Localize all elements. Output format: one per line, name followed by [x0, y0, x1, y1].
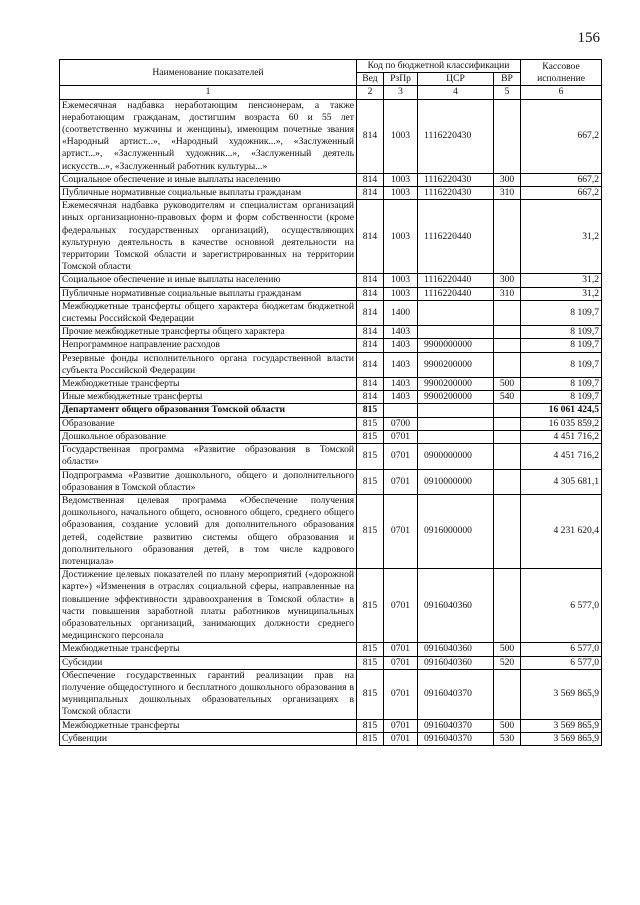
row-rzpr: 0701 [384, 444, 418, 469]
row-amount: 667,2 [521, 99, 602, 173]
table-row [60, 99, 602, 173]
row-name: Образование [60, 417, 357, 430]
row-name: Государственная программа «Развитие образования в Томской области» [60, 444, 357, 469]
row-vr [494, 444, 521, 469]
row-ved: 815 [357, 494, 384, 568]
row-name: Социальное обеспечение и иные выплаты населению [60, 173, 357, 186]
row-csr: 1116220440 [418, 200, 494, 274]
table-row [60, 643, 602, 656]
row-csr: 0916000000 [418, 494, 494, 568]
row-ved: 814 [357, 287, 384, 300]
row-amount: 6 577,0 [521, 643, 602, 656]
row-amount: 8 109,7 [521, 326, 602, 339]
row-name: Подпрограмма «Развитие дошкольного, общего и дополнительного образования в Томской области» [60, 469, 357, 494]
row-amount: 31,2 [521, 200, 602, 274]
table-row [60, 300, 602, 325]
row-rzpr: 0701 [384, 732, 418, 745]
row-name: Публичные нормативные социальные выплаты гражданам [60, 287, 357, 300]
table-row [60, 352, 602, 377]
row-amount: 4 231 620,4 [521, 494, 602, 568]
row-name: Ежемесячная надбавка неработающим пенсионерам, а также неработающим гражданам, достигшим возраста 60 и 55 лет (соответственно мужчины и женщины), имеющим почетные звания «Народный артист...», «Народный художник...», «Заслуженный артист...», «Заслуженный художник...», «Заслуженный деятель искусств...», «Заслуженный работник культуры...» [60, 99, 357, 173]
row-ved: 814 [357, 391, 384, 404]
row-ved: 815 [357, 569, 384, 643]
row-name: Непрограммное направление расходов [60, 339, 357, 352]
row-amount: 8 109,7 [521, 391, 602, 404]
row-ved: 814 [357, 173, 384, 186]
table-row [60, 732, 602, 745]
header-name: Наименование показателей [60, 60, 357, 86]
row-ved: 815 [357, 669, 384, 719]
row-vr [494, 200, 521, 274]
row-ved: 815 [357, 417, 384, 430]
header-code-group: Код по бюджетной классификации [357, 60, 521, 73]
row-rzpr: 1403 [384, 339, 418, 352]
row-ved: 815 [357, 430, 384, 443]
row-ved: 814 [357, 378, 384, 391]
row-ved: 814 [357, 352, 384, 377]
row-vr [494, 469, 521, 494]
row-name: Межбюджетные трансферты [60, 719, 357, 732]
table-row [60, 173, 602, 186]
row-vr [494, 300, 521, 325]
row-name: Публичные нормативные социальные выплаты гражданам [60, 187, 357, 200]
row-vr [494, 417, 521, 430]
header-vr: ВР [494, 73, 521, 86]
table-row [60, 391, 602, 404]
row-vr: 310 [494, 287, 521, 300]
row-amount: 667,2 [521, 187, 602, 200]
table-row [60, 417, 602, 430]
row-name: Межбюджетные трансферты [60, 378, 357, 391]
table-row [60, 287, 602, 300]
row-amount: 8 109,7 [521, 352, 602, 377]
row-ved: 814 [357, 99, 384, 173]
row-ved: 814 [357, 187, 384, 200]
row-vr: 500 [494, 378, 521, 391]
table-row [60, 404, 602, 417]
row-amount: 16 035 859,2 [521, 417, 602, 430]
row-vr: 540 [494, 391, 521, 404]
table-row [60, 444, 602, 469]
row-amount: 3 569 865,9 [521, 719, 602, 732]
row-name: Межбюджетные трансферты [60, 643, 357, 656]
row-vr: 300 [494, 274, 521, 287]
header-index-row [60, 86, 602, 99]
budget-execution-table [59, 59, 602, 746]
row-csr [418, 404, 494, 417]
row-ved: 815 [357, 719, 384, 732]
row-name: Резервные фонды исполнительного органа государственной власти субъекта Российской Федерации [60, 352, 357, 377]
row-vr: 300 [494, 173, 521, 186]
table-row [60, 200, 602, 274]
index-cell: 5 [494, 86, 521, 99]
row-rzpr: 0701 [384, 569, 418, 643]
row-ved: 815 [357, 643, 384, 656]
row-name: Иные межбюджетные трансферты [60, 391, 357, 404]
row-rzpr: 0701 [384, 656, 418, 669]
row-csr: 0916040370 [418, 669, 494, 719]
row-name: Субвенции [60, 732, 357, 745]
row-csr: 9900200000 [418, 352, 494, 377]
row-csr: 9900200000 [418, 391, 494, 404]
row-rzpr: 0701 [384, 643, 418, 656]
header-row-top [60, 60, 602, 73]
row-rzpr: 1003 [384, 99, 418, 173]
table-row [60, 326, 602, 339]
row-csr [418, 326, 494, 339]
row-name: Департамент общего образования Томской области [60, 404, 357, 417]
row-rzpr: 0701 [384, 669, 418, 719]
row-csr: 9900200000 [418, 378, 494, 391]
index-cell: 2 [357, 86, 384, 99]
row-csr: 0916040360 [418, 569, 494, 643]
table-row [60, 656, 602, 669]
row-csr: 0916040370 [418, 719, 494, 732]
row-rzpr: 0701 [384, 494, 418, 568]
row-amount: 4 451 716,2 [521, 430, 602, 443]
row-vr [494, 494, 521, 568]
row-amount: 667,2 [521, 173, 602, 186]
row-vr [494, 326, 521, 339]
row-amount: 3 569 865,9 [521, 732, 602, 745]
row-csr: 0910000000 [418, 469, 494, 494]
row-csr: 1116220430 [418, 99, 494, 173]
header-execution: Кассовое исполнение [521, 60, 602, 86]
row-amount: 8 109,7 [521, 339, 602, 352]
row-csr [418, 430, 494, 443]
row-vr: 530 [494, 732, 521, 745]
row-vr: 310 [494, 187, 521, 200]
row-amount: 31,2 [521, 287, 602, 300]
row-ved: 815 [357, 732, 384, 745]
row-vr [494, 430, 521, 443]
row-name: Обеспечение государственных гарантий реализации прав на получение общедоступного и бесплатного дошкольного образования в муниципальных дошкольных образовательных организациях в Томской области [60, 669, 357, 719]
row-amount: 3 569 865,9 [521, 669, 602, 719]
index-cell: 4 [418, 86, 494, 99]
row-name: Межбюджетные трансферты общего характера бюджетам бюджетной системы Российской Федерации [60, 300, 357, 325]
row-amount: 4 451 716,2 [521, 444, 602, 469]
row-vr: 520 [494, 656, 521, 669]
table-row [60, 339, 602, 352]
row-rzpr: 0701 [384, 469, 418, 494]
index-cell: 3 [384, 86, 418, 99]
row-rzpr: 1003 [384, 173, 418, 186]
row-vr [494, 569, 521, 643]
row-amount: 6 577,0 [521, 569, 602, 643]
row-name: Прочие межбюджетные трансферты общего характера [60, 326, 357, 339]
row-name: Дошкольное образование [60, 430, 357, 443]
row-rzpr: 1003 [384, 287, 418, 300]
row-ved: 815 [357, 404, 384, 417]
row-rzpr: 1403 [384, 378, 418, 391]
row-csr [418, 417, 494, 430]
table-row [60, 187, 602, 200]
table-row [60, 719, 602, 732]
index-cell: 6 [521, 86, 602, 99]
row-rzpr: 0701 [384, 430, 418, 443]
row-csr: 0916040360 [418, 643, 494, 656]
row-csr: 1116220440 [418, 287, 494, 300]
row-csr: 0916040370 [418, 732, 494, 745]
row-ved: 815 [357, 444, 384, 469]
row-vr [494, 404, 521, 417]
index-cell: 1 [60, 86, 357, 99]
row-csr: 1116220440 [418, 274, 494, 287]
row-csr [418, 300, 494, 325]
row-rzpr: 1403 [384, 326, 418, 339]
row-ved: 815 [357, 469, 384, 494]
row-csr: 1116220430 [418, 173, 494, 186]
row-amount: 4 305 681,1 [521, 469, 602, 494]
page-number: 156 [577, 30, 600, 46]
row-rzpr: 0701 [384, 719, 418, 732]
table-row [60, 430, 602, 443]
table-row [60, 669, 602, 719]
table-row [60, 274, 602, 287]
row-rzpr: 1403 [384, 391, 418, 404]
row-vr [494, 669, 521, 719]
row-vr: 500 [494, 719, 521, 732]
row-amount: 8 109,7 [521, 378, 602, 391]
row-ved: 814 [357, 300, 384, 325]
row-csr: 0900000000 [418, 444, 494, 469]
row-amount: 31,2 [521, 274, 602, 287]
row-name: Ежемесячная надбавка руководителям и специалистам организаций иных организационно-правовых форм и форм собственности (кроме федеральных государственных организаций), осуществляющих культурную деятельность в качестве основной деятельности на территории Томской области и зарегистрированных на территории Томской области [60, 200, 357, 274]
row-rzpr [384, 404, 418, 417]
row-name: Субсидии [60, 656, 357, 669]
row-name: Социальное обеспечение и иные выплаты населению [60, 274, 357, 287]
header-ved: Вед [357, 73, 384, 86]
row-ved: 814 [357, 339, 384, 352]
header-csr: ЦСР [418, 73, 494, 86]
table-row [60, 569, 602, 643]
row-rzpr: 1403 [384, 352, 418, 377]
row-csr: 1116220430 [418, 187, 494, 200]
row-amount: 6 577,0 [521, 656, 602, 669]
row-ved: 814 [357, 274, 384, 287]
table-body [60, 99, 602, 745]
row-vr [494, 99, 521, 173]
row-amount: 16 061 424,5 [521, 404, 602, 417]
row-name: Ведомственная целевая программа «Обеспечение получения дошкольного, начального общего, основного общего, среднего общего образования, создание условий для дополнительного образования детей, содействие развитию системы общего образования и дополнительного образования детей, в том числе кадрового потенциала» [60, 494, 357, 568]
row-rzpr: 1003 [384, 200, 418, 274]
row-vr [494, 352, 521, 377]
row-csr: 0916040360 [418, 656, 494, 669]
row-vr [494, 339, 521, 352]
row-rzpr: 1400 [384, 300, 418, 325]
row-rzpr: 1003 [384, 187, 418, 200]
row-csr: 9900000000 [418, 339, 494, 352]
row-rzpr: 0700 [384, 417, 418, 430]
row-ved: 814 [357, 200, 384, 274]
row-amount: 8 109,7 [521, 300, 602, 325]
row-rzpr: 1003 [384, 274, 418, 287]
row-vr: 500 [494, 643, 521, 656]
table-row [60, 469, 602, 494]
row-ved: 815 [357, 656, 384, 669]
row-ved: 814 [357, 326, 384, 339]
row-name: Достижение целевых показателей по плану мероприятий («дорожной карте») «Изменения в отраслях социальной сферы, направленные на повышение эффективности здравоохранения в Томской области» в части повышения заработной платы работников муниципальных образовательных организаций, занимающих должности среднего медицинского персонала [60, 569, 357, 643]
table-row [60, 494, 602, 568]
header-rzpr: РзПр [384, 73, 418, 86]
table-row [60, 378, 602, 391]
